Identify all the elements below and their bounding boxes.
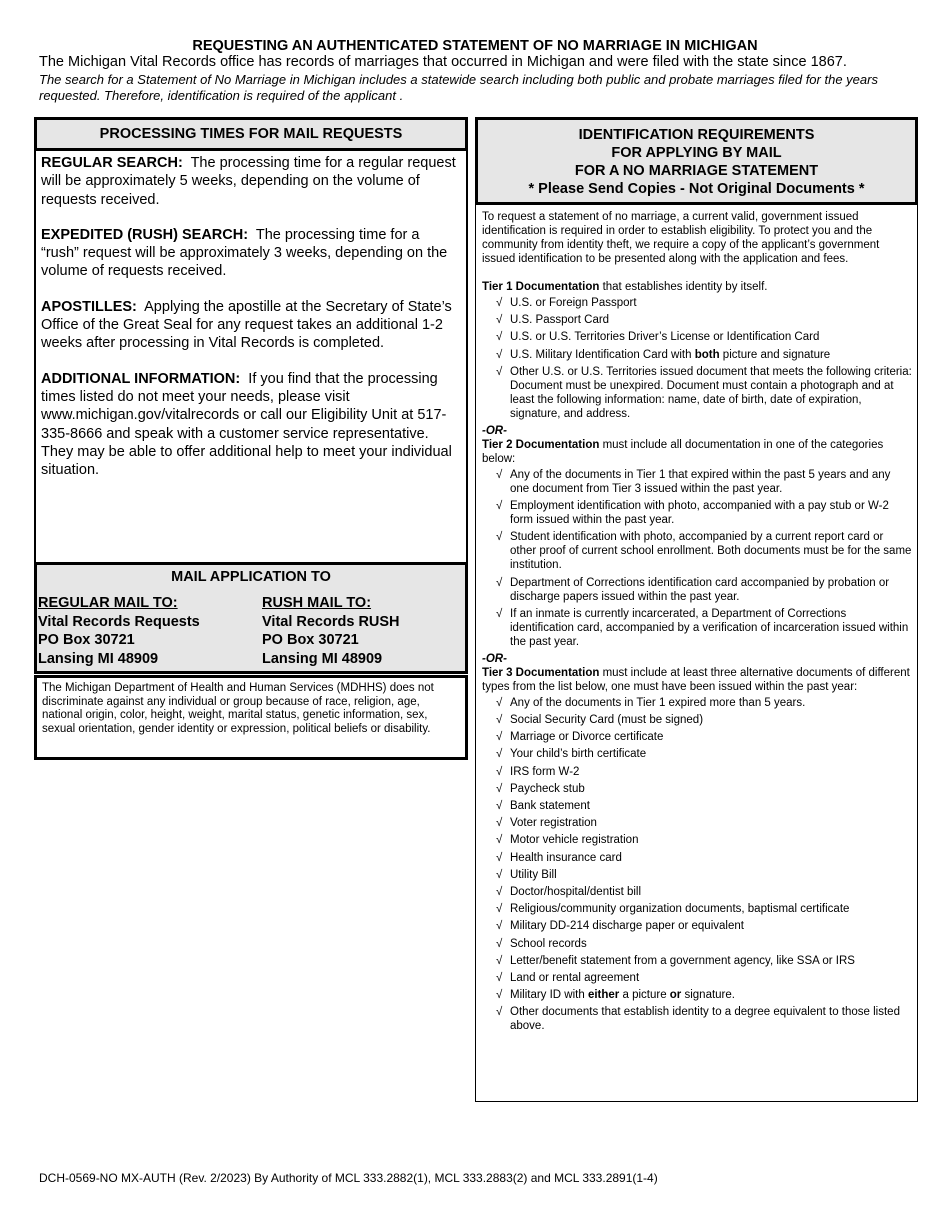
list-item: √ Paycheck stub (496, 782, 585, 795)
checkmark-icon: √ (496, 885, 503, 898)
checkmark-icon: √ (496, 696, 503, 709)
regular-search-label: REGULAR SEARCH: (41, 155, 183, 171)
list-item: √ Voter registration (496, 817, 597, 830)
regular-mail-line2: PO Box 30721 (38, 632, 135, 648)
tier2-list (482, 468, 912, 649)
apostilles-label: APOSTILLES: (41, 298, 137, 315)
list-item: √ Bank statement (496, 800, 590, 812)
regular-mail-address (38, 594, 200, 668)
tier2-text: must include all documentation in one of the categories below: (482, 438, 884, 465)
additional-info-text: If you find that the processing times listed do not meet your needs, please visit www.michigan.gov/vitalrecords or call our Eligibility Unit at 517-335-8666 and speak with a customer service representative. They may be able to offer additional help to meet your individual situation. (41, 370, 452, 479)
list-item: √ Military ID with either a picture or signature. (496, 989, 735, 1002)
regular-mail-line1: Vital Records Requests (38, 613, 200, 630)
list-item: √ Other U.S. or U.S. Territories issued document that meets the following criteria: Document must be unexpired. Document must contain a photograph and at least the following information: name, date of birth, date of expiration, signature, and address. (496, 365, 912, 420)
identification-section (475, 204, 918, 1102)
apostilles-text: Applying the apostille at the Secretary of State’s Office of the Great Seal for any request takes an additional 1-2 weeks after processing in Vital Records is completed. (41, 298, 452, 352)
checkmark-icon: √ (496, 903, 503, 916)
page-title: REQUESTING AN AUTHENTICATED STATEMENT OF NO MARRIAGE IN MICHIGAN (192, 38, 758, 54)
checkmark-icon: √ (496, 731, 503, 744)
mail-application-heading: MAIL APPLICATION TO (171, 569, 331, 585)
list-item: √ U.S. Passport Card (496, 314, 610, 327)
list-item: √ Any of the documents in Tier 1 expired more than 5 years. (496, 696, 806, 709)
checkmark-icon: √ (496, 920, 503, 933)
identification-heading-line4: * Please Send Copies - Not Original Documents * (528, 181, 865, 197)
identification-heading (475, 117, 918, 205)
regular-mail-label: REGULAR MAIL TO: (38, 595, 178, 611)
checkmark-icon: √ (496, 576, 503, 589)
identification-intro: To request a statement of no marriage, a current valid, government issued identification is required in order to establish eligibility. To protect you and the community from identity theft, we require a copy of the applicant’s government issued identification to be presented along with the application and fees. (482, 211, 880, 265)
list-item: √ Marriage or Divorce certificate (496, 731, 664, 744)
checkmark-icon: √ (496, 989, 503, 1002)
identification-heading-line1: IDENTIFICATION REQUIREMENTS (578, 127, 815, 143)
processing-times-section (34, 150, 468, 562)
checkmark-icon: √ (496, 765, 503, 778)
list-item: √ Other documents that establish identity to a degree equivalent to those listed above. (496, 1006, 900, 1033)
checkmark-icon: √ (496, 607, 503, 620)
rush-mail-label: RUSH MAIL TO: (262, 595, 372, 611)
or-separator: -OR- (482, 652, 507, 665)
regular-search-paragraph (41, 154, 461, 209)
list-item: √ U.S. or U.S. Territories Driver’s License or Identification Card (496, 331, 820, 344)
checkmark-icon: √ (496, 851, 503, 864)
regular-search-text: The processing time for a regular request will be approximately 5 weeks, depending on the volume of requests received. (41, 155, 456, 208)
list-item: √ Doctor/hospital/dentist bill (496, 885, 642, 898)
list-item: √ Letter/benefit statement from a government agency, like SSA or IRS (496, 954, 855, 967)
list-item: √ Land or rental agreement (496, 971, 640, 984)
checkmark-icon: √ (496, 365, 503, 378)
expedited-search-text: The processing time for a “rush” request will be approximately 3 weeks, depending on the volume of requests received. (41, 226, 448, 280)
tier3-text: must include at least three alternative documents of different types from the list below, one must have been issued within the past year: (482, 666, 910, 693)
additional-info-label: ADDITIONAL INFORMATION: (41, 370, 241, 387)
expedited-search-paragraph (41, 226, 461, 281)
checkmark-icon: √ (496, 937, 503, 950)
checkmark-icon: √ (496, 331, 503, 344)
regular-mail-line3: Lansing MI 48909 (38, 650, 159, 667)
rush-mail-line3: Lansing MI 48909 (262, 650, 383, 667)
list-item: √ Military DD-214 discharge paper or equivalent (496, 920, 744, 933)
checkmark-icon: √ (496, 1006, 503, 1019)
checkmark-icon: √ (496, 782, 503, 795)
checkmark-icon: √ (496, 868, 503, 881)
identification-heading-line2: FOR APPLYING BY MAIL (611, 145, 782, 161)
expedited-search-label: EXPEDITED (RUSH) SEARCH: (41, 226, 249, 243)
list-item: √ School records (496, 937, 587, 950)
tier2-description (482, 438, 912, 466)
checkmark-icon: √ (496, 971, 503, 984)
tier1-description (482, 280, 912, 294)
list-item: √ Religious/community organization documents, baptismal certificate (496, 903, 850, 916)
identification-heading-line3: FOR A NO MARRIAGE STATEMENT (574, 163, 819, 179)
rush-mail-line1: Vital Records RUSH (262, 613, 400, 630)
checkmark-icon: √ (496, 954, 503, 967)
apostilles-paragraph (41, 298, 461, 353)
checkmark-icon: √ (496, 314, 503, 327)
checkmark-icon: √ (496, 800, 503, 812)
list-item: √ Health insurance card (496, 851, 622, 864)
checkmark-icon: √ (496, 468, 503, 481)
checkmark-icon: √ (496, 531, 503, 544)
list-item: √ Motor vehicle registration (496, 834, 639, 847)
list-item: √ U.S. Military Identification Card with both picture and signature (496, 348, 831, 361)
checkmark-icon: √ (496, 817, 503, 830)
list-item: √ IRS form W-2 (496, 765, 580, 778)
checkmark-icon: √ (496, 748, 503, 761)
intro-text: The Michigan Vital Records office has records of marriages that occurred in Michigan and were filed with the state since 1867. (39, 54, 847, 70)
tier1-text: that establishes identity by itself. (599, 281, 768, 293)
list-item: √ Student identification with photo, accompanied by a current report card or other proof of current school enrollment. Both documents must be for the same institution. (496, 531, 912, 572)
checkmark-icon: √ (496, 348, 503, 361)
checkmark-icon: √ (496, 297, 503, 309)
list-item: √ Employment identification with photo, accompanied with a pay stub or W-2 form issued within the past year. (496, 500, 889, 527)
list-item: √ Utility Bill (496, 868, 557, 881)
intro-italic-text: The search for a Statement of No Marriage in Michigan includes a statewide search including both public and probate marriages filed for the years requested. Therefore, identification is required of the applicant . (39, 72, 878, 103)
additional-info-paragraph (41, 370, 461, 480)
list-item: √ Department of Corrections identification card accompanied by probation or discharge papers issued within the past year. (496, 576, 890, 603)
list-item: √ Social Security Card (must be signed) (496, 714, 704, 727)
processing-times-heading: PROCESSING TIMES FOR MAIL REQUESTS (34, 117, 468, 151)
tier2-label: Tier 2 Documentation (482, 438, 600, 451)
tier3-list (482, 696, 912, 1033)
list-item: √ Your child’s birth certificate (496, 748, 647, 761)
tier1-list (482, 296, 912, 421)
list-item: √ If an inmate is currently incarcerated, a Department of Corrections identification card, accompanied by a verification of incarceration issued within the past year. (496, 607, 909, 648)
list-item: √ U.S. or Foreign Passport (496, 297, 637, 309)
checkmark-icon: √ (496, 834, 503, 847)
form-footer: DCH-0569-NO MX-AUTH (Rev. 2/2023) By Authority of MCL 333.2882(1), MCL 333.2883(2) and MCL 333.2891(1-4) (39, 1171, 658, 1185)
or-separator: -OR- (482, 424, 507, 437)
mail-application-section (34, 562, 468, 674)
tier1-label: Tier 1 Documentation (482, 281, 600, 293)
nondiscrimination-notice: The Michigan Department of Health and Human Services (MDHHS) does not discriminate against any individual or group because of race, religion, age, national origin, color, height, weight, marital status, genetic information, sex, sexual orientation, gender identity or expression, political beliefs or disability. (34, 675, 468, 760)
rush-mail-line2: PO Box 30721 (262, 632, 359, 648)
list-item: √ Any of the documents in Tier 1 that expired within the past 5 years and any one document from Tier 3 issued within the past year. (496, 468, 891, 495)
rush-mail-address (262, 594, 400, 668)
checkmark-icon: √ (496, 714, 503, 727)
checkmark-icon: √ (496, 500, 503, 513)
tier3-label: Tier 3 Documentation (482, 666, 600, 679)
tier3-description (482, 666, 912, 694)
